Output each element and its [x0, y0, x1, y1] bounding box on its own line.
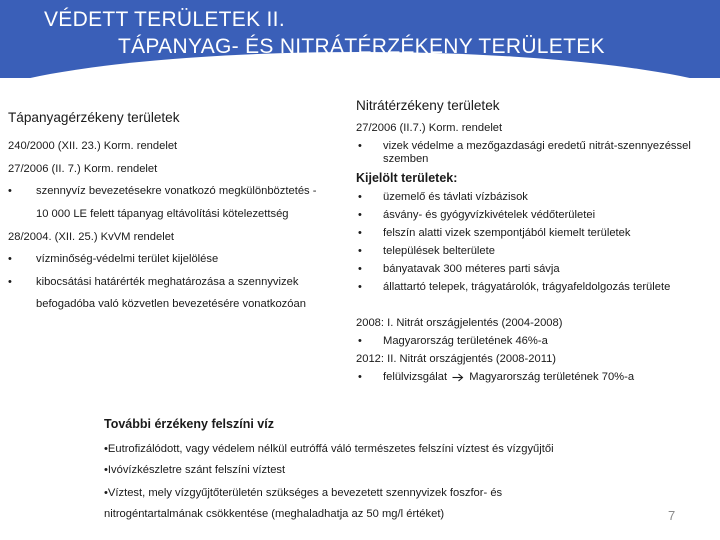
right-arrow-icon — [452, 373, 464, 382]
bottom-item-1: •Eutrofizálódott, vagy védelem nélkül eutróffá váló természetes felszíni víztest és vízgyűjtői — [104, 443, 554, 455]
right-subheading: Kijelölt területek: — [356, 171, 458, 185]
bottom-item-2: •Ivóvízkészletre szánt felszíni víztest — [104, 464, 286, 476]
bullet: • — [358, 209, 362, 221]
left-bullet-c: kibocsátási határérték meghatározása a szennyvizek — [36, 276, 299, 288]
right-bullet-1: vizek védelme a mezőgazdasági eredetű nitrát-szennyezéssel — [383, 140, 691, 152]
bullet: • — [8, 276, 12, 288]
list-item: ásvány- és gyógyvízkivételek védőterületei — [383, 209, 596, 221]
right-heading: Nitrátérzékeny területek — [356, 98, 500, 113]
left-bullet-a: szennyvíz bevezetésekre vonatkozó megkülönböztetés - — [36, 185, 317, 197]
list-item: állattartó telepek, trágyatárolók, trágyafeldolgozás területe — [383, 281, 671, 293]
left-regulation-2: 27/2006 (II. 7.) Korm. rendelet — [8, 163, 158, 175]
bullet: • — [358, 227, 362, 239]
left-bullet-c-cont: befogadóba való közvetlen bevezetésére vonatkozóan — [36, 298, 306, 310]
left-heading: Tápanyagérzékeny területek — [8, 110, 180, 125]
report-1-bullet: Magyarország területének 46%-a — [383, 335, 548, 347]
report-2-bullet-post: Magyarország területének 70%-a — [469, 371, 635, 383]
right-bullet-1-cont: szemben — [383, 153, 429, 165]
slide-title-line2: TÁPANYAG- ÉS NITRÁTÉRZÉKENY TERÜLETEK — [118, 35, 605, 58]
bullet: • — [8, 253, 12, 265]
left-bullet-b: vízminőség-védelmi terület kijelölése — [36, 253, 219, 265]
slide-title-line1: VÉDETT TERÜLETEK II. — [44, 8, 285, 31]
bottom-heading: További érzékeny felszíni víz — [104, 417, 274, 431]
right-regulation: 27/2006 (II.7.) Korm. rendelet — [356, 122, 503, 134]
bullet: • — [358, 335, 362, 347]
bullet: • — [8, 185, 12, 197]
bullet: • — [358, 191, 362, 203]
report-2-bullet — [383, 371, 634, 384]
list-item: felszín alatti vizek szempontjából kiemelt területek — [383, 227, 631, 239]
report-2-bullet-pre: felülvizsgálat — [383, 371, 448, 383]
list-item: bányatavak 300 méteres parti sávja — [383, 263, 560, 275]
bullet: • — [358, 263, 362, 275]
bullet: • — [358, 371, 362, 383]
bullet: • — [358, 281, 362, 293]
left-bullet-a-cont: 10 000 LE felett tápanyag eltávolítási kötelezettség — [36, 208, 289, 220]
bullet: • — [358, 245, 362, 257]
report-1: 2008: I. Nitrát országjelentés (2004-2008) — [356, 317, 563, 329]
page-number: 7 — [668, 508, 676, 523]
bottom-item-3: •Víztest, mely vízgyűjtőterületén szükséges a bevezetett szennyvizek foszfor- és — [104, 487, 503, 499]
bottom-item-3-cont: nitrogéntartalmának csökkentése (meghaladhatja az 50 mg/l értéket) — [104, 508, 445, 520]
list-item: üzemelő és távlati vízbázisok — [383, 191, 528, 203]
left-regulation-3: 28/2004. (XII. 25.) KvVM rendelet — [8, 231, 175, 243]
bullet: • — [358, 140, 362, 152]
report-2: 2012: II. Nitrát országjentés (2008-2011) — [356, 353, 557, 365]
list-item: települések belterülete — [383, 245, 495, 257]
left-regulation-1: 240/2000 (XII. 23.) Korm. rendelet — [8, 140, 178, 152]
